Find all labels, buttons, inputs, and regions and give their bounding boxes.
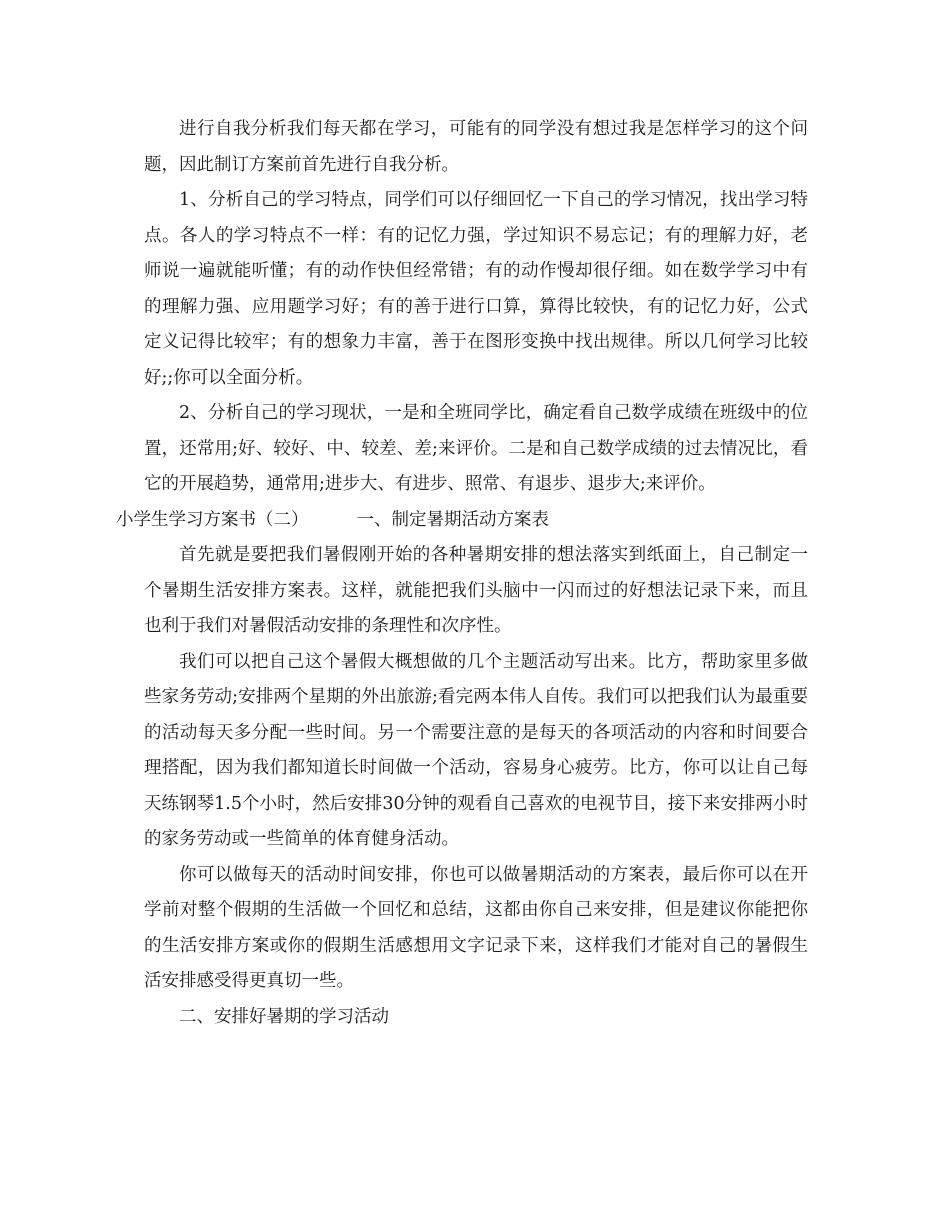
paragraph-theme-activities: 我们可以把自己这个暑假大概想做的几个主题活动写出来。比方，帮助家里多做些家务劳动;安排两个星期的外出旅游;看完两本伟人自传。我们可以把我们认为最重要的活动每天多分配一些时间。另一个需要注意的是每天的各项活动的内容和时间要合理搭配，因为我们都知道长时间做一个活动，容易身心疲劳。比方，你可以让自己每天练钢琴1.5个小时，然后安排30分钟的观看自己喜欢的电视节目，接下来安排两小时的家务劳动或一些简单的体育健身活动。 bbox=[144, 651, 808, 849]
paragraph-self-analysis: 进行自我分析我们每天都在学习，可能有的同学没有想过我是怎样学习的这个问题，因此制订方案前首先进行自我分析。 bbox=[144, 119, 808, 175]
section-first-item: 一、制定暑期活动方案表 bbox=[356, 509, 549, 530]
section-heading-line bbox=[116, 503, 808, 539]
paragraph-learning-traits: 1、分析自己的学习特点，同学们可以仔细回忆一下自己的学习情况，找出学习特点。各人的学习特点不一样：有的记忆力强，学过知识不易忘记；有的理解力好，老师说一遍就能听懂；有的动作快但经常错；有的动作慢却很仔细。如在数学学习中有的理解力强、应用题学习好；有的善于进行口算，算得比较快，有的记忆力好，公式定义记得比较牢；有的想象力丰富，善于在图形变换中找出规律。所以几何学习比较好;;你可以全面分析。 bbox=[144, 190, 808, 388]
paragraph-daily-schedule: 你可以做每天的活动时间安排，你也可以做暑期活动的方案表，最后你可以在开学前对整个假期的生活做一个回忆和总结，这都由你自己来安排，但是建议你能把你的生活安排方案或你的假期生活感想用文字记录下来，这样我们才能对自己的暑假生活安排感受得更真切一些。 bbox=[144, 864, 808, 991]
document-body bbox=[116, 112, 808, 1035]
section-title: 小学生学习方案书（二） bbox=[116, 509, 309, 530]
paragraph-plan-table: 首先就是要把我们暑假刚开始的各种暑期安排的想法落实到纸面上，自己制定一个暑期生活安排方案表。这样，就能把我们头脑中一闪而过的好想法记录下来，而且也利于我们对暑假活动安排的条理性和次序性。 bbox=[144, 545, 808, 636]
paragraph-learning-status: 2、分析自己的学习现状，一是和全班同学比，确定看自己数学成绩在班级中的位置，还常用;好、较好、中、较差、差;来评价。二是和自己数学成绩的过去情况比，看它的开展趋势，通常用;进步大、有进步、照常、有退步、退步大;来评价。 bbox=[144, 403, 808, 494]
paragraph-study-heading: 二、安排好暑期的学习活动 bbox=[179, 1006, 389, 1027]
